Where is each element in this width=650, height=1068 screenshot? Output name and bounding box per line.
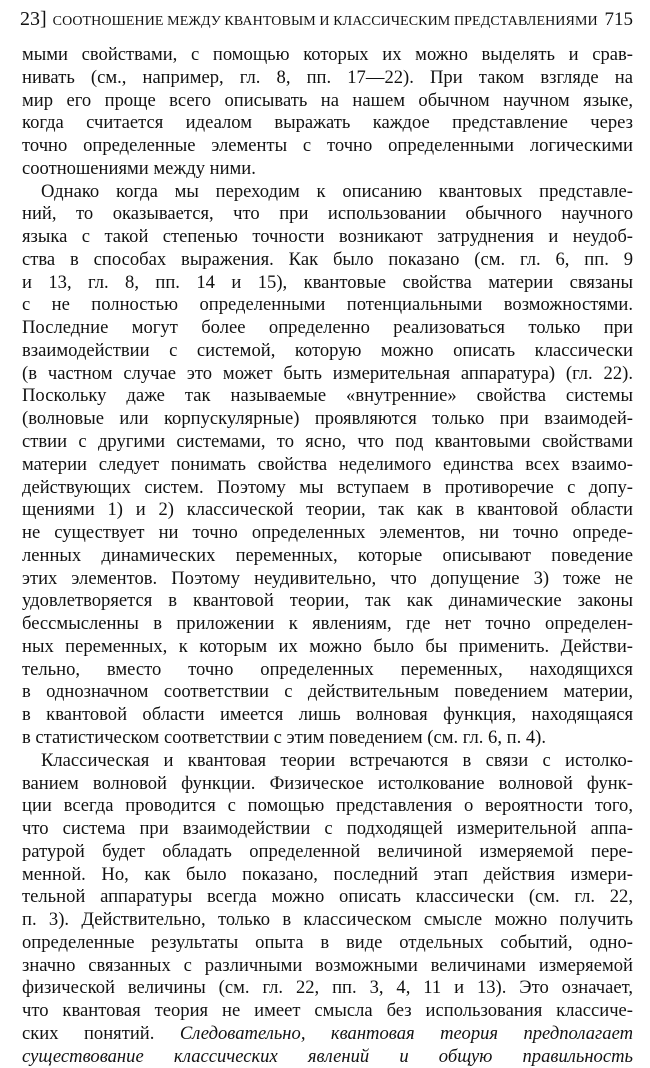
text-line: ных переменных, к которым их можно было бы применить. Действи- — [22, 635, 633, 657]
text-line: мир его проще всего описывать на нашем обычном научном языке, — [22, 89, 633, 111]
text-line: (волновые или корпускулярные) проявляются только при взаимодей- — [22, 408, 633, 430]
text-line: п. 3). Действительно, только в классическом смысле можно получить — [22, 909, 633, 931]
text-line: ратурой будет обладать определенной величиной измеряемой пере- — [22, 840, 633, 862]
text-line: ства в способах выражения. Как было показано (см. гл. 6, пп. 9 — [22, 248, 633, 270]
text-line: тельной аппаратуры всегда можно описать классически (см. гл. 22, — [22, 886, 633, 908]
text-line: значно связанных с различными возможными величинами измеряемой — [22, 954, 633, 976]
chapter-title: СООТНОШЕНИЕ МЕЖДУ КВАНТОВЫМ И КЛАССИЧЕСКИМ ПРЕДСТАВЛЕНИЯМИ — [52, 14, 598, 29]
text-line: ции всегда проводится с помощью представления о вероятности того, — [22, 795, 633, 817]
text-line: ванием волновой функции. Физическое истолкование волновой функ- — [22, 772, 633, 794]
text-segment: ских понятий. — [22, 1022, 155, 1044]
text-line: мыми свойствами, с помощью которых их можно выделять и срав- — [22, 44, 633, 65]
text-line: Однако когда мы переходим к описанию квантовых представле- — [41, 180, 633, 202]
text-line: языка с такой степенью точности возникают затруднения и неудоб- — [22, 226, 633, 248]
text-line: тельно, вместо точно определенных переменных, находящихся — [22, 658, 633, 680]
text-line: соотношениями между ними. — [22, 157, 256, 179]
italic-segment: Следовательно, квантовая теория предполагает — [179, 1022, 634, 1044]
text-line: определенные результаты опыта в виде отдельных событий, одно- — [22, 931, 633, 953]
page-number: 715 — [604, 9, 633, 30]
text-line — [22, 1023, 633, 1046]
text-line: взаимодействии с системой, которую можно описать классически — [22, 339, 633, 361]
text-line: ленных динамических переменных, которые описывают поведение — [22, 544, 633, 566]
text-line: бессмысленны в приложении к явлениям, где нет точно определен- — [22, 613, 633, 635]
text-line: в однозначном соответствии с действительным поведением материи, — [22, 681, 633, 703]
text-line: ствии с другими системами, то ясно, что под квантовыми свойствами — [22, 431, 633, 453]
text-line: материи следует понимать свойства неделимого единства всех взаимо- — [22, 453, 633, 475]
text-line: не существует ни точно определенных элементов, ни точно опреде- — [22, 522, 633, 544]
text-line: ний, то оказывается, что при использовании обычного научного — [22, 203, 633, 225]
text-line: точно определенные элементы с точно определенными логическими — [22, 135, 633, 157]
text-line: физической величины (см. гл. 22, пп. 3, 4, 11 и 13). Это означает, — [22, 977, 633, 999]
text-line: и 13, гл. 8, пп. 14 и 15), квантовые свойства материи связаны — [22, 271, 633, 293]
running-header — [20, 8, 633, 34]
text-line: что квантовая теория не имеет смысла без использования классиче- — [22, 1000, 633, 1022]
text-line: нивать (см., например, гл. 8, пп. 17—22). При таком взгляде на — [22, 66, 633, 88]
text-line: этих элементов. Поэтому неудивительно, что допущение 3) тоже не — [22, 567, 633, 589]
text-line: щениями 1) и 2) классической теории, так как в квантовой области — [22, 499, 633, 521]
header-left — [20, 8, 598, 31]
text-line: с не полностью определенными потенциальными возможностями. — [22, 294, 633, 316]
body-text — [22, 44, 633, 1068]
text-line: менной. Но, как было показано, последний этап действия измери- — [22, 863, 633, 885]
section-number: 23] — [20, 8, 47, 30]
text-line: в статистическом соответствии с этим поведением (см. гл. 6, п. 4). — [22, 726, 547, 748]
text-line: существование классических явлений и общую правильность — [22, 1045, 633, 1067]
text-line: когда считается идеалом выражать каждое представление через — [22, 112, 633, 134]
text-line: (в частном случае это может быть измерительная аппаратура) (гл. 22). — [22, 362, 633, 384]
text-line: что система при взаимодействии с подходящей измерительной аппа- — [22, 818, 633, 840]
text-line: удовлетворяется в квантовой теории, так как динамические законы — [22, 590, 633, 612]
text-line: в квантовой области имеется лишь волновая функция, находящаяся — [22, 704, 633, 726]
text-line: Классическая и квантовая теории встречаются в связи с истолко- — [41, 749, 633, 771]
text-line: действующих систем. Поэтому мы вступаем в противоречие с допу- — [22, 476, 633, 498]
text-line: Последние могут более определенно реализоваться только при — [22, 317, 633, 339]
text-line: Поскольку даже так называемые «внутренние» свойства системы — [22, 385, 633, 407]
